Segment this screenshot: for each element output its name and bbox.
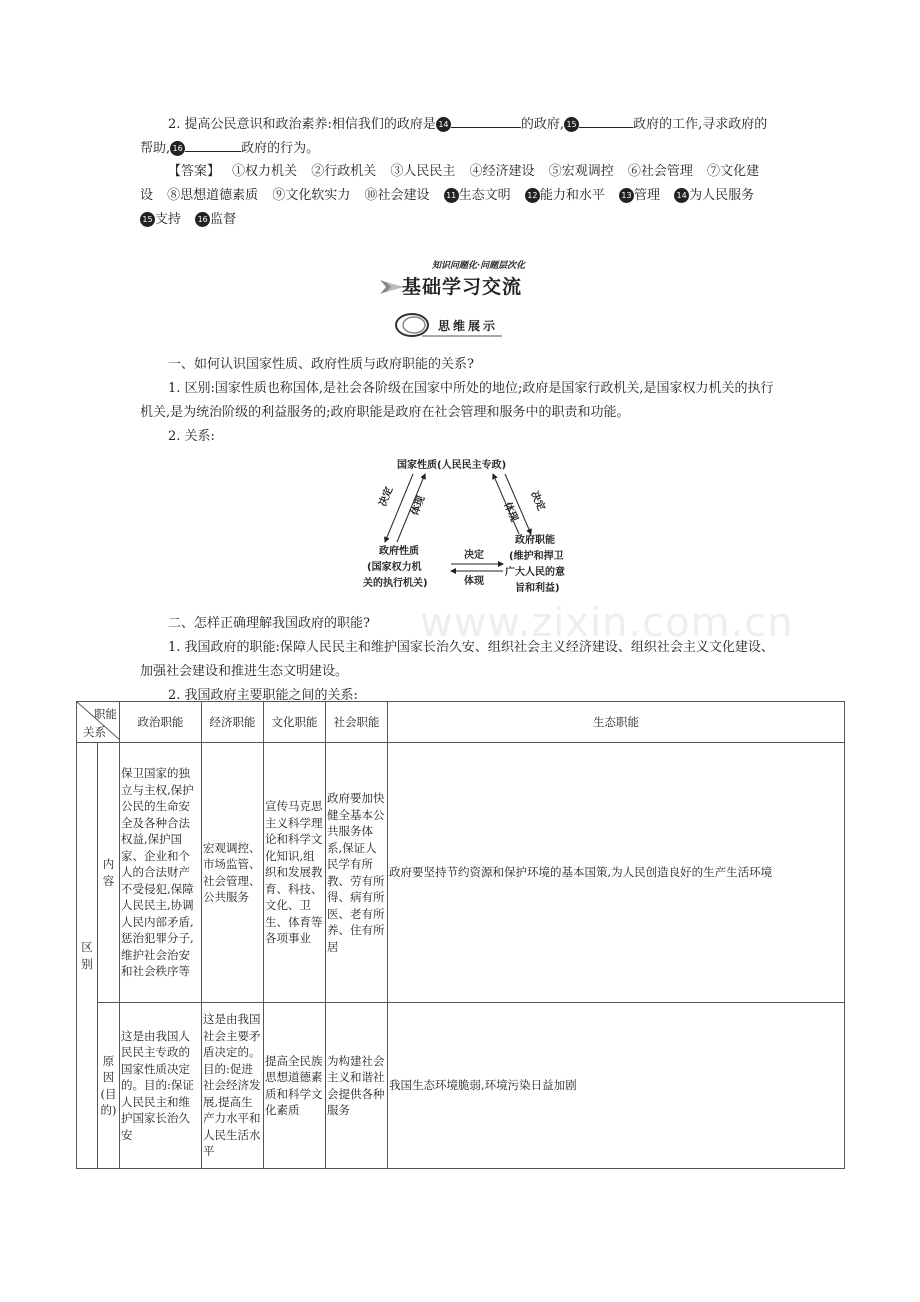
node-government-function [505,533,565,594]
banner-title: 基础学习交流 [402,276,523,298]
answer-items [140,164,764,227]
answer-item [470,164,535,179]
answer-item-number: ③ [390,164,404,179]
answer-item-text: 行政机关 [324,164,377,179]
answer-item-text: 能力和水平 [539,188,605,203]
answer-item-text: 社会建设 [377,188,430,203]
fill-blank-14 [451,113,521,128]
answer-item-number: ⑦ [707,164,721,179]
answer-item-text: 人民民主 [403,164,456,179]
label-decide-left: 决定 [377,485,396,509]
node-state-nature: 国家性质(人民民主专政) [397,460,507,471]
answer-item [619,188,660,203]
answer-item [390,164,455,179]
node-line: 政府性质 [379,546,419,557]
relationship-diagram [355,450,595,600]
row-label-char: 内 [102,857,115,871]
header-ecological: 生态职能 [388,702,845,743]
arrow-decide-left [385,474,413,542]
answer-item-number: 14 [674,188,689,203]
answer-item [525,188,605,203]
answer-item-text: 宏观调控 [561,164,614,179]
group-label-difference [77,743,98,1169]
fill-blank-15 [579,113,633,128]
answer-item-text: 经济建设 [482,164,535,179]
question-1-paragraph-1: 1. 区别:国家性质也称国体,是社会各阶级在国家中所处的地位;政府是国家行政机关,是国家权力机关的执行机关,是为统治阶级的利益服务的;政府职能是政府在社会管理和服务中的职责和功能。 [140,381,774,420]
answer-item-text: 支持 [155,212,182,227]
answer-item-text: 权力机关 [245,164,298,179]
answer-item [365,188,430,203]
answer-item [628,164,693,179]
answer-item-number: ⑩ [364,188,378,203]
cell-content-cultural: 宣传马克思主义科学理论和科学文化知识,组织和发展教育、科技、文化、卫生、体育等各项事业 [264,743,326,1003]
row-label-char: 容 [102,873,115,888]
answer-item-number: ① [232,164,246,179]
answer-item-text: 监督 [210,212,237,227]
answer-item-number: 13 [619,188,634,203]
row-label-char: (目 [100,1086,117,1101]
row-label-char: 原 [102,1053,115,1068]
cell-reason-economic: 这是由我国社会主要矛盾决定的。目的:促进社会经济发展,提高生产力水平和人民生活水平 [202,1003,264,1169]
answer-item-text: 管理 [633,188,660,203]
answer-item [195,212,236,227]
answer-item-number: ⑤ [548,164,562,179]
answer-item [444,188,511,203]
table-row-reason [77,1003,845,1169]
answer-item-number: 12 [525,188,540,203]
label-reflect-bottom: 体现 [464,576,484,587]
label-reflect-left: 体现 [409,494,428,518]
node-line: 广大人民的意 [505,567,565,578]
corner-label-relation: 关系 [83,724,106,739]
cell-content-economic: 宏观调控、市场监管、社会管理、公共服务 [202,743,264,1003]
cell-content-social: 政府要加快健全基本公共服务体系,保证人民学有所教、劳有所得、病有所医、老有所养、住有所居 [326,743,388,1003]
answer-item-text: 思想道德素质 [180,188,259,203]
label-decide-bottom: 决定 [464,550,484,561]
banner-subtitle: 思维展示 [438,319,499,333]
answer-item-number: 15 [140,212,155,227]
answer-item [167,188,258,203]
node-line: 政府职能 [515,535,555,546]
row-label-char: 的) [100,1103,117,1117]
banner-tagline: 知识问题化·问题层次化 [432,261,526,271]
answer-item [272,188,350,203]
table-header-row [77,702,845,743]
table-row-content [77,743,845,1003]
answer-paragraph [140,160,780,232]
node-government-nature [363,544,428,589]
answer-item [674,188,754,203]
cell-reason-cultural: 提高全民族思想道德素质和科学文化素质 [264,1003,326,1169]
question-2-paragraph-1: 1. 我国政府的职能:保障人民民主和维护国家长治久安、组织社会主义经济建设、组织社会主义文化建设、加强社会建设和推进生态文明建设。 [140,640,774,679]
answer-item-text: 文化软实力 [285,188,351,203]
banner-subtitle-box [394,312,504,338]
question-1-title: 一、如何认识国家性质、政府性质与政府职能的关系? [168,357,474,372]
label-reflect-right: 体现 [501,500,520,524]
answer-item-text: 生态文明 [458,188,511,203]
answer-item-number: ⑧ [167,188,181,203]
cell-content-ecological: 政府要坚持节约资源和保护环境的基本国策,为人民创造良好的生产生活环境 [388,743,845,1003]
citizen-awareness-paragraph [140,113,780,161]
answer-item [311,164,376,179]
paragraph-text: 2. 提高公民意识和政治素养:相信我们的政府是 [168,117,436,132]
answer-item [140,212,181,227]
node-line: (维护和捍卫 [509,551,564,562]
answer-label: 【答案】 [168,164,221,179]
functions-table [76,701,845,1169]
header-political: 政治职能 [120,702,202,743]
row-label-char: 因 [102,1070,115,1084]
fill-blank-16 [185,137,241,152]
paragraph-text: 政府的工作,寻求政府的帮助, [140,117,768,156]
cell-reason-political: 这是由我国人民民主专政的国家性质决定的。目的:保证人民民主和维护国家长治久安 [120,1003,202,1169]
row-label-reason [98,1003,120,1169]
paragraph-text: 的政府, [520,117,565,132]
node-line: (国家权力机 [367,562,422,573]
answer-item [232,164,297,179]
group-char: 别 [81,956,93,971]
answer-item [549,164,614,179]
blank-number-14: 14 [436,117,451,132]
answer-item-number: ⑨ [272,188,286,203]
group-char: 区 [81,940,93,954]
watermark: www.zixin.com.cn [420,600,794,646]
question-2-title: 二、怎样正确理解我国政府的职能? [168,616,370,631]
header-cultural: 文化职能 [264,702,326,743]
answer-item-number: 16 [195,212,210,227]
answer-item-text: 为人民服务 [689,188,755,203]
node-line: 关的执行机关) [363,578,428,589]
answer-item-text: 文化建设 [140,164,760,203]
header-economic: 经济职能 [202,702,264,743]
cell-reason-social: 为构建社会主义和谐社会提供各种服务 [326,1003,388,1169]
section-banner [380,258,550,348]
question-2-paragraph-2: 2. 我国政府主要职能之间的关系: [168,688,358,703]
row-label-content [98,743,120,1003]
answer-item-number: ④ [469,164,483,179]
answer-item-text: 社会管理 [640,164,693,179]
cell-reason-ecological: 我国生态环境脆弱,环境污染日益加剧 [388,1003,845,1169]
table-corner-cell [77,702,120,743]
label-decide-right: 决定 [528,489,547,513]
node-line: 旨和利益) [515,583,560,594]
paragraph-text: 政府的行为。 [241,141,320,156]
answer-item-number: ② [311,164,325,179]
blank-number-16: 16 [170,141,185,156]
header-social: 社会职能 [326,702,388,743]
answer-item-number: ⑥ [627,164,641,179]
question-1-paragraph-2: 2. 关系: [168,429,215,444]
corner-label-function: 职能 [94,707,117,721]
cell-content-political: 保卫国家的独立与主权,保护公民的生命安全及各种合法权益,保护国家、企业和个人的合法财产不受侵犯,保障人民民主,协调人民内部矛盾,惩治犯罪分子,维护社会治安和社会秩序等 [120,743,202,1003]
answer-item-number: 11 [444,188,459,203]
blank-number-15: 15 [564,117,579,132]
